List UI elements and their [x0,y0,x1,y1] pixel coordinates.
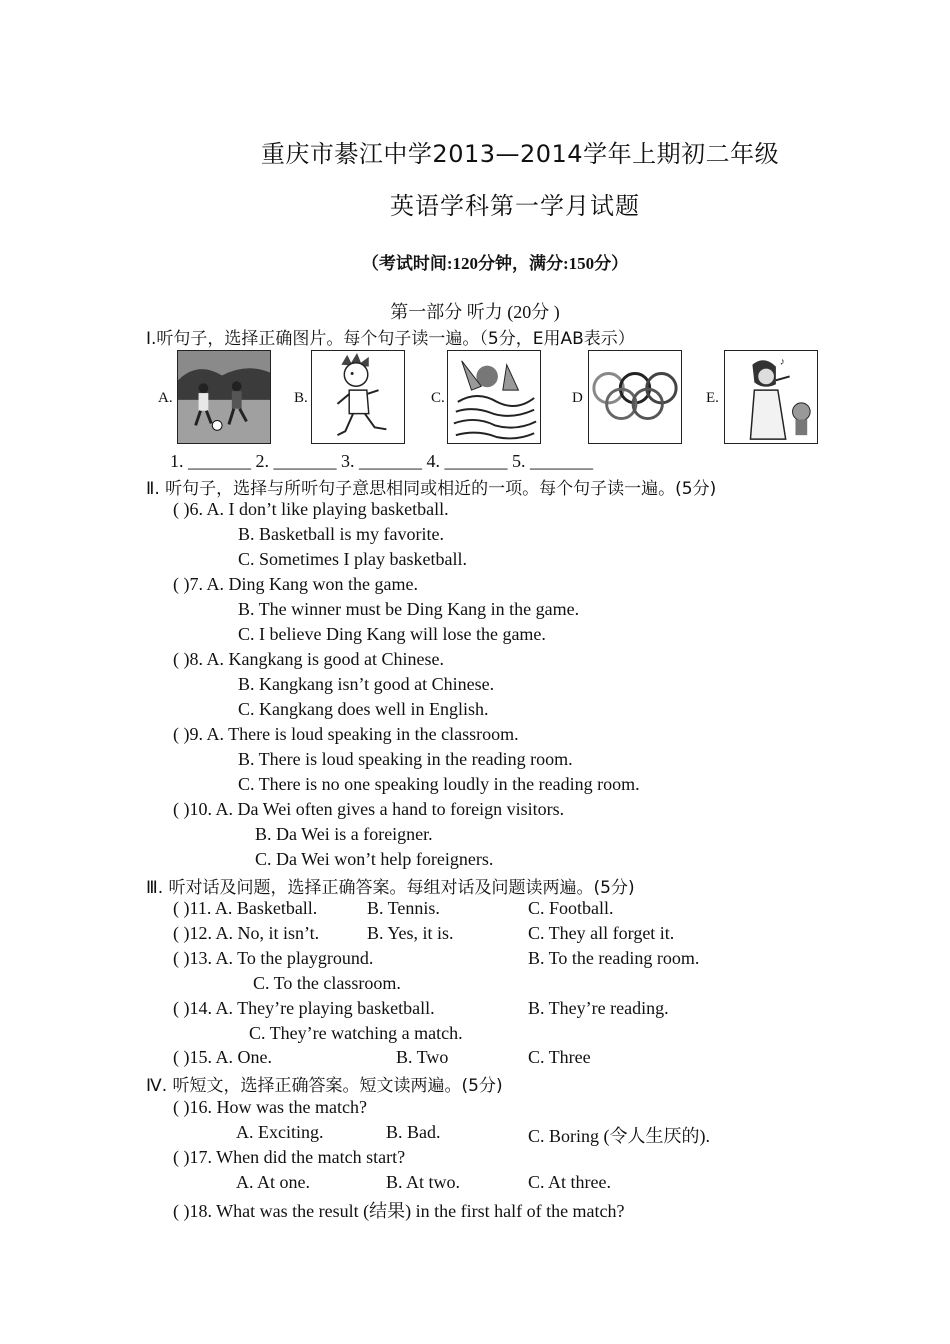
question-14-option-b: B. They’re reading. [528,998,669,1018]
question-16-option-c: C. Boring (令人生厌的). [528,1126,710,1146]
question-16: ( )16. How was the match? [173,1097,367,1117]
running-boy-image [311,350,405,444]
question-9-option-b: B. There is loud speaking in the reading room. [238,749,573,769]
picture-label-c: C. [431,390,445,406]
question-16-option-a: A. Exciting. [236,1122,324,1142]
question-7-option-c: C. I believe Ding Kang will lose the game. [238,624,546,644]
svg-text:♪: ♪ [779,356,785,368]
question-13-option-c: C. To the classroom. [253,973,401,993]
question-17-option-a: A. At one. [236,1172,310,1192]
question-8-option-c: C. Kangkang does well in English. [238,699,489,719]
question-18: ( )18. What was the result (结果) in the first half of the match? [173,1201,625,1221]
olympic-rings-image [588,350,682,444]
question-15: ( )15. A. One. [173,1047,272,1067]
question-7: ( )7. A. Ding Kang won the game. [173,574,418,594]
question-10-option-b: B. Da Wei is a foreigner. [255,824,433,844]
question-11: ( )11. A. Basketball. [173,898,318,918]
question-9: ( )9. A. There is loud speaking in the classroom. [173,724,519,744]
document-subtitle: 英语学科第一学月试题 [390,192,640,220]
question-17: ( )17. When did the match start? [173,1147,406,1167]
question-7-option-b: B. The winner must be Ding Kang in the game. [238,599,580,619]
question-15-option-c: C. Three [528,1047,591,1067]
question-17-option-b: B. At two. [386,1172,461,1192]
answer-blanks: 1. _______ 2. _______ 3. _______ 4. _______ 5. _______ [170,451,593,471]
question-8-option-b: B. Kangkang isn’t good at Chinese. [238,674,495,694]
exam-info: （考试时间:120分钟，满分:150分） [361,254,629,273]
question-14: ( )14. A. They’re playing basketball. [173,998,435,1018]
question-12-option-b: B. Yes, it is. [367,923,454,943]
question-12-option-c: C. They all forget it. [528,923,675,943]
section-1-heading: Ⅰ.听句子，选择正确图片。每个句子读一遍。（5分，E用AB表示） [146,329,635,349]
section-3-heading: Ⅲ. 听对话及问题，选择正确答案。每组对话及问题读两遍。(5分) [146,878,635,898]
question-10: ( )10. A. Da Wei often gives a hand to foreign visitors. [173,799,565,819]
soccer-players-image [177,350,271,444]
question-14-option-c: C. They’re watching a match. [249,1023,463,1043]
question-13: ( )13. A. To the playground. [173,948,374,968]
question-16-option-b: B. Bad. [386,1122,441,1142]
question-6-option-c: C. Sometimes I play basketball. [238,549,467,569]
picture-label-d: D [572,390,583,406]
section-4-heading: Ⅳ. 听短文，选择正确答案。短文读两遍。(5分) [146,1076,503,1096]
question-17-option-c: C. At three. [528,1172,611,1192]
question-12: ( )12. A. No, it isn’t. [173,923,320,943]
question-11-option-b: B. Tennis. [367,898,440,918]
question-6-option-b: B. Basketball is my favorite. [238,524,444,544]
picture-label-a: A. [158,390,173,406]
section-2-heading: Ⅱ. 听句子，选择与所听句子意思相同或相近的一项。每个句子读一遍。(5分) [146,479,717,499]
question-8: ( )8. A. Kangkang is good at Chinese. [173,649,444,669]
question-11-option-c: C. Football. [528,898,614,918]
singer-image [724,350,818,444]
question-15-option-b: B. Two [396,1047,449,1067]
question-13-option-b: B. To the reading room. [528,948,700,968]
question-10-option-c: C. Da Wei won’t help foreigners. [255,849,494,869]
part-title: 第一部分 听力 (20分 ) [390,302,560,322]
question-6: ( )6. A. I don’t like playing basketball. [173,499,449,519]
picture-label-b: B. [294,390,308,406]
question-9-option-c: C. There is no one speaking loudly in the reading room. [238,774,640,794]
swimmer-image [447,350,541,444]
picture-label-e: E. [706,390,719,406]
document-title: 重庆市綦江中学2013—2014学年上期初二年级 [260,140,780,168]
